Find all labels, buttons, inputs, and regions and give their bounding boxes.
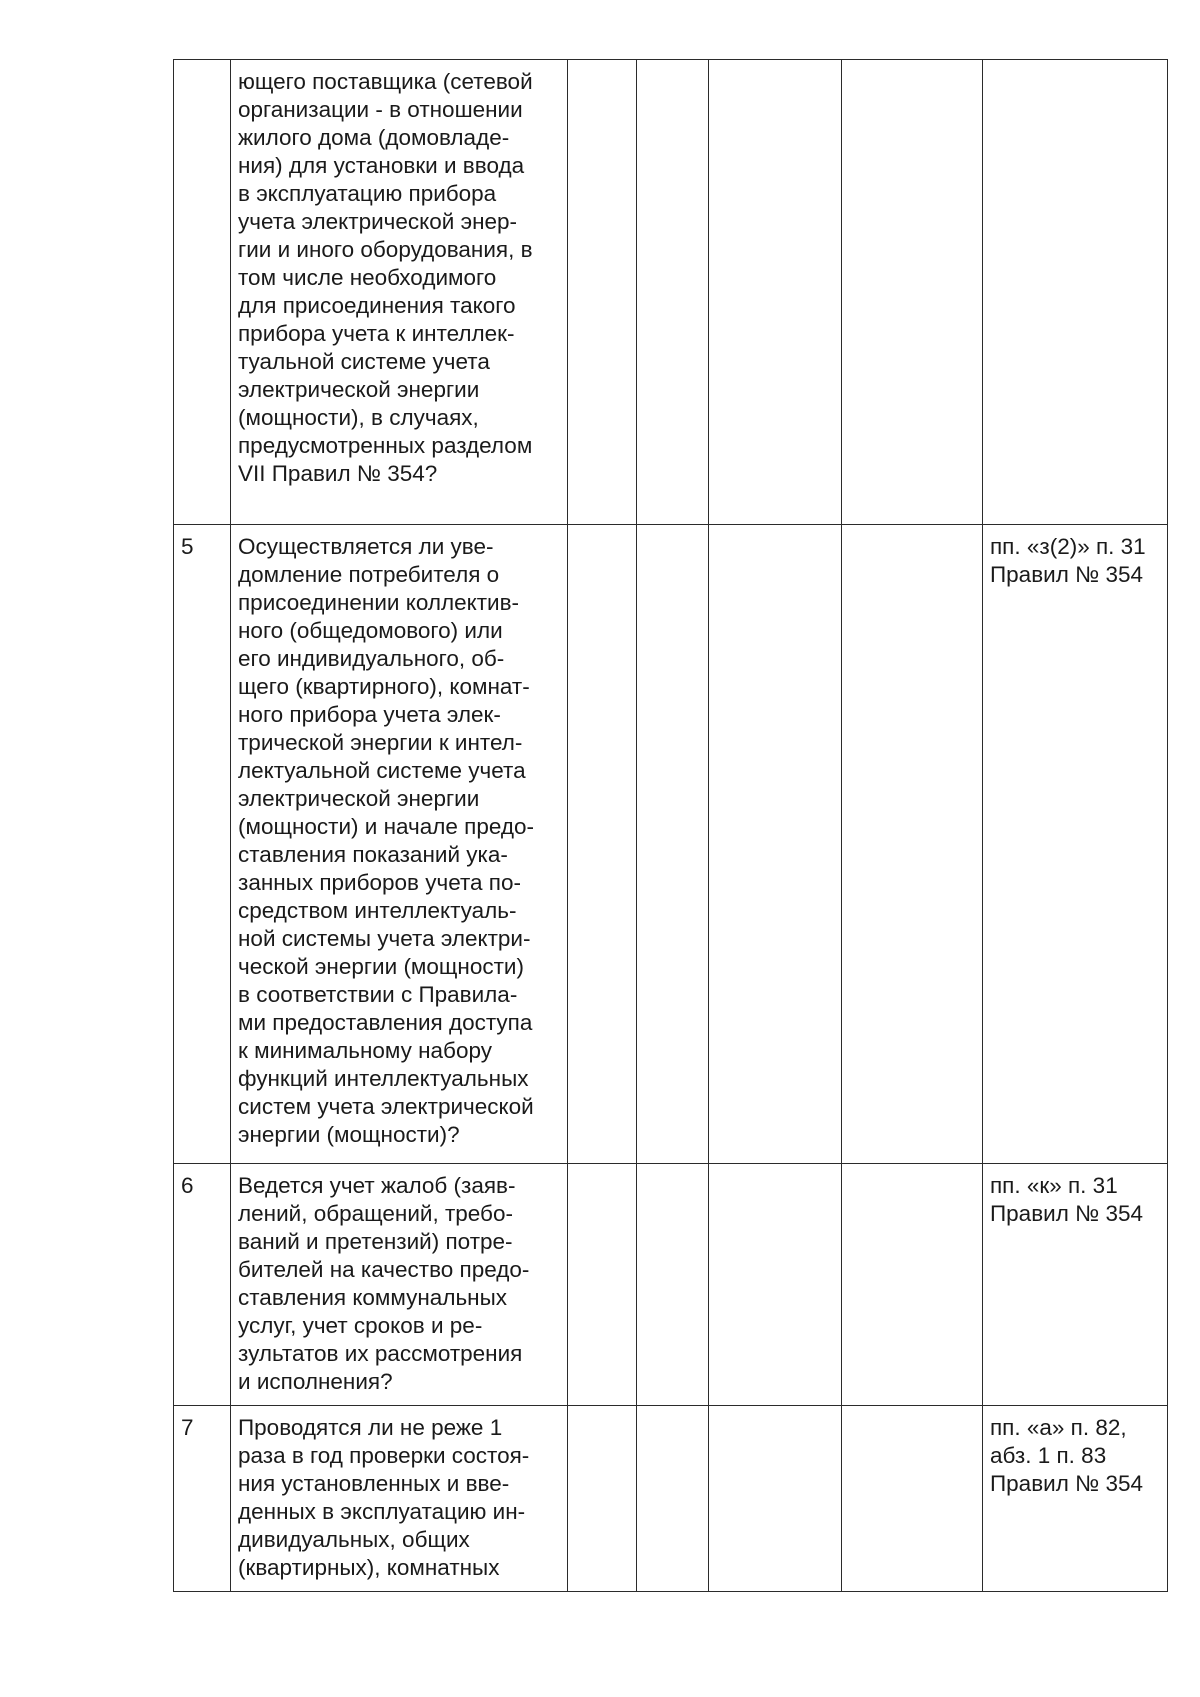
table-row bbox=[174, 60, 1168, 525]
answer-yes-cell bbox=[568, 1164, 637, 1406]
answer-no-cell bbox=[637, 60, 709, 525]
row-number-cell bbox=[174, 60, 231, 525]
reference-cell: пп. «а» п. 82, абз. 1 п. 83 Правил № 354 bbox=[983, 1406, 1168, 1592]
note-cell bbox=[842, 60, 983, 525]
checklist-table bbox=[173, 59, 1168, 1592]
answer-yes-cell bbox=[568, 1406, 637, 1592]
row-number-cell: 7 bbox=[174, 1406, 231, 1592]
question-cell: ющего поставщика (сетевой организации - в отношении жилого дома (домовладе- ния) для установки и ввода в эксплуатацию прибора учета электрической энер- гии и иного оборудования, в том числе необходимого для присоединения такого прибора учета к интеллек- туальной системе учета электрической энергии (мощности), в случаях, предусмотренных разделом VII Правил № 354? bbox=[231, 60, 568, 525]
answer-na-cell bbox=[709, 525, 842, 1164]
reference-cell: пп. «к» п. 31 Правил № 354 bbox=[983, 1164, 1168, 1406]
table-row bbox=[174, 1164, 1168, 1406]
question-cell: Осуществляется ли уве- домление потребителя о присоединении коллектив- ного (общедомового) или его индивидуального, об- щего (квартирного), комнат- ного прибора учета элек- трической энергии к интел- лектуальной системе учета электрической энергии (мощности) и начале предо- ставления показаний ука- занных приборов учета по- средством интеллектуаль- ной системы учета электри- ческой энергии (мощности) в соответствии с Правила- ми предоставления доступа к минимальному набору функций интеллектуальных систем учета электрической энергии (мощности)? bbox=[231, 525, 568, 1164]
answer-na-cell bbox=[709, 1164, 842, 1406]
row-number-cell: 5 bbox=[174, 525, 231, 1164]
note-cell bbox=[842, 525, 983, 1164]
answer-no-cell bbox=[637, 1164, 709, 1406]
question-cell: Проводятся ли не реже 1 раза в год проверки состоя- ния установленных и вве- денных в эксплуатацию ин- дивидуальных, общих (квартирных), комнатных bbox=[231, 1406, 568, 1592]
table-row bbox=[174, 1406, 1168, 1592]
answer-no-cell bbox=[637, 1406, 709, 1592]
row-number-cell: 6 bbox=[174, 1164, 231, 1406]
answer-no-cell bbox=[637, 525, 709, 1164]
answer-na-cell bbox=[709, 1406, 842, 1592]
reference-cell: пп. «з(2)» п. 31 Правил № 354 bbox=[983, 525, 1168, 1164]
answer-yes-cell bbox=[568, 60, 637, 525]
table-row bbox=[174, 525, 1168, 1164]
note-cell bbox=[842, 1406, 983, 1592]
reference-cell bbox=[983, 60, 1168, 525]
answer-na-cell bbox=[709, 60, 842, 525]
answer-yes-cell bbox=[568, 525, 637, 1164]
note-cell bbox=[842, 1164, 983, 1406]
question-cell: Ведется учет жалоб (заяв- лений, обращений, требо- ваний и претензий) потре- бителей на качество предо- ставления коммунальных услуг, учет сроков и ре- зультатов их рассмотрения и исполнения? bbox=[231, 1164, 568, 1406]
